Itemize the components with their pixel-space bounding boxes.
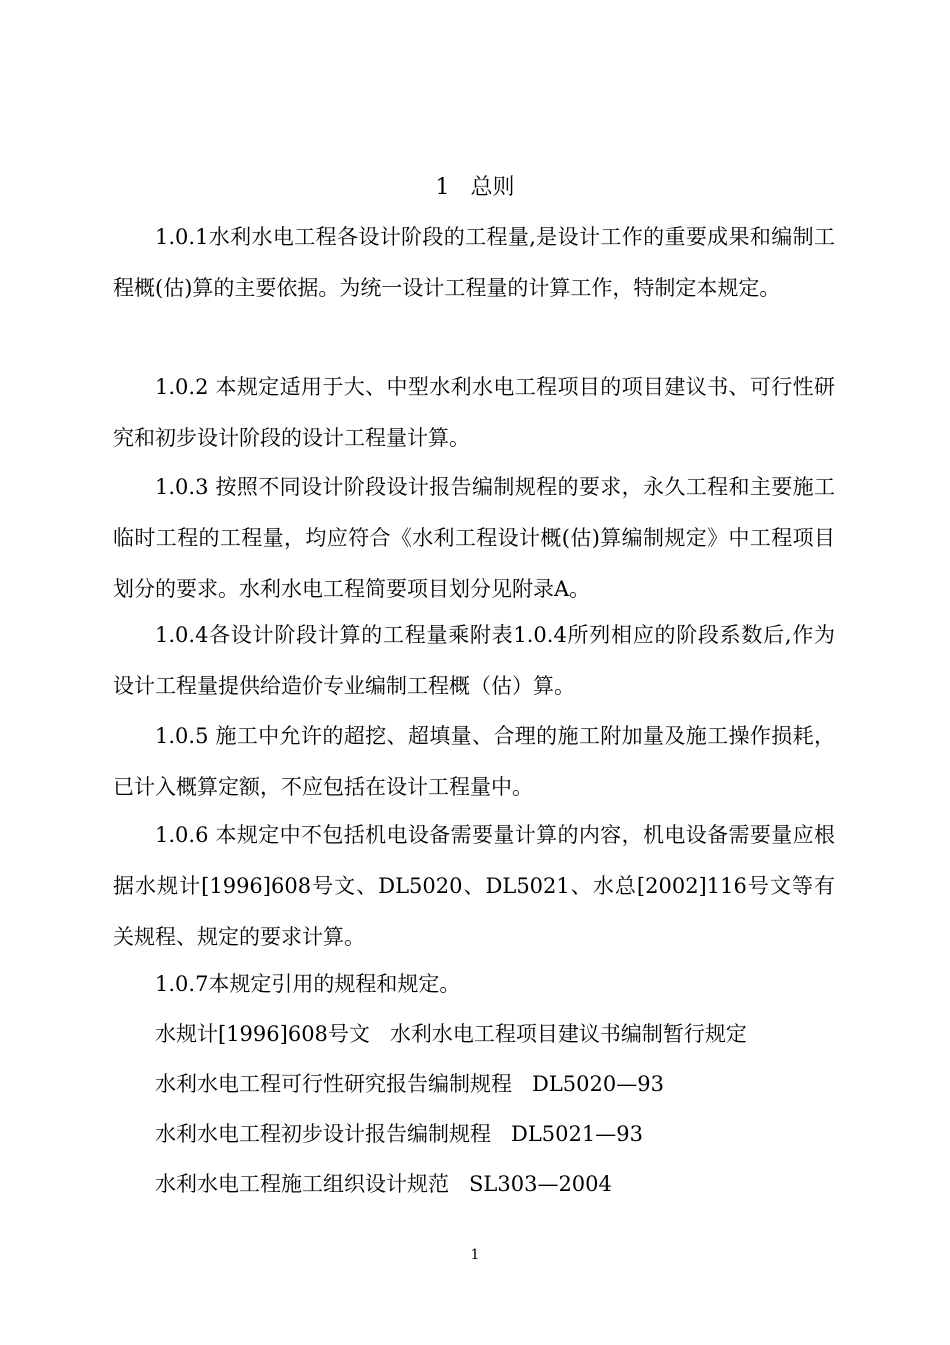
clause-1-0-5: 1.0.5 施工中允许的超挖、超填量、合理的施工附加量及施工操作损耗，已计入概算定额，不应包括在设计工程量中。 (113, 724, 835, 799)
reference-item: 水规计[1996]608号文 水利水电工程项目建议书编制暂行规定 (155, 1022, 747, 1046)
reference-item: 水利水电工程施工组织设计规范 SL303—2004 (155, 1172, 612, 1196)
clause-1-0-1: 1.0.1水利水电工程各设计阶段的工程量,是设计工作的重要成果和编制工程概(估)算的主要依据。为统一设计工程量的计算工作，特制定本规定。 (113, 225, 835, 300)
clause-1-0-6: 1.0.6 本规定中不包括机电设备需要量计算的内容，机电设备需要量应根据水规计[1996]608号文、DL5020、DL5021、水总[2002]116号文等有关规程、规定的要求计算。 (113, 823, 835, 949)
clause-1-0-3: 1.0.3 按照不同设计阶段设计报告编制规程的要求，永久工程和主要施工临时工程的工程量，均应符合《水利工程设计概(估)算编制规定》中工程项目划分的要求。水利水电工程简要项目划分见附录A。 (113, 475, 835, 601)
clause-1-0-4: 1.0.4各设计阶段计算的工程量乘附表1.0.4所列相应的阶段系数后,作为设计工程量提供给造价专业编制工程概（估）算。 (113, 623, 835, 698)
reference-item: 水利水电工程初步设计报告编制规程 DL5021—93 (155, 1122, 643, 1146)
page-number: 1 (470, 1247, 480, 1263)
clause-1-0-2: 1.0.2 本规定适用于大、中型水利水电工程项目的项目建议书、可行性研究和初步设计阶段的设计工程量计算。 (113, 375, 835, 450)
clause-1-0-7: 1.0.7本规定引用的规程和规定。 (155, 972, 461, 996)
section-title: 1 总则 (435, 175, 515, 200)
reference-item: 水利水电工程可行性研究报告编制规程 DL5020—93 (155, 1072, 664, 1096)
